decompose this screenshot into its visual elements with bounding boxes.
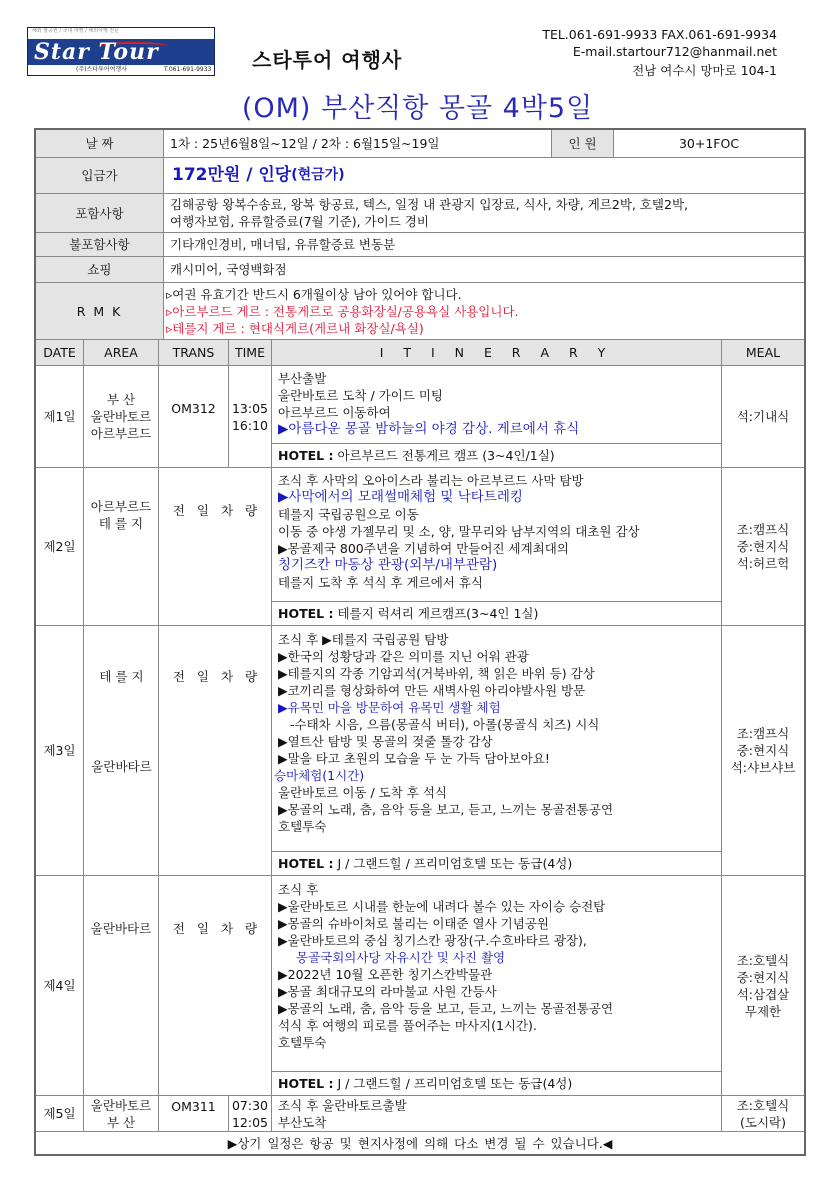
itinerary-line: ▶코끼리를 형상화하여 만든 새벽사원 아리야발사원 방문 bbox=[278, 683, 586, 698]
price-label: 입금가 bbox=[36, 158, 164, 194]
day3-hotel bbox=[272, 852, 722, 876]
itinerary-line: 조식 후 ▶테를지 국립공원 탐방 bbox=[278, 632, 449, 647]
itinerary-line: ▶몽골제국 800주년을 기념하여 만들어진 세계최대의 bbox=[278, 541, 569, 556]
itinerary-line: 조식 후 사막의 오아이스라 불리는 아르부르드 사막 탐방 bbox=[278, 473, 584, 488]
itinerary-line: 호텔투숙 bbox=[278, 1035, 327, 1050]
logo-name: Star Tour bbox=[34, 39, 159, 65]
day5-time bbox=[229, 1096, 272, 1132]
itinerary-line: 이동 중 야생 가젤무리 및 소, 양, 말무리와 남부지역의 대초원 감상 bbox=[278, 524, 640, 539]
meal-line: 조:호텔식 bbox=[736, 952, 790, 968]
hotel-label: HOTEL : bbox=[278, 856, 334, 871]
itinerary-line: 울란바토르 이동 / 도착 후 석식 bbox=[278, 785, 447, 800]
itinerary-line: ▶열트산 탐방 및 몽골의 젖줄 톨강 감상 bbox=[278, 734, 493, 749]
time-line: 16:10 bbox=[231, 418, 269, 433]
itinerary-line: ▶말을 타고 초원의 모습을 두 눈 가득 담아보아요! bbox=[278, 751, 550, 766]
itinerary-line: 호텔투숙 bbox=[278, 819, 327, 834]
area-line: 울란바타르 bbox=[90, 921, 152, 936]
itinerary-line: 석식 후 여행의 피로를 풀어주는 마사지(1시간). bbox=[278, 1018, 537, 1033]
itinerary-line: ▶유목민 마을 방문하여 유목민 생활 체험 bbox=[278, 700, 501, 715]
itinerary-line: ▶울란바토르의 중심 칭기스칸 광장(구.수흐바타르 광장), bbox=[278, 933, 587, 948]
itinerary-line: ▶몽골의 노래, 춤, 음악 등을 보고, 듣고, 느끼는 몽골전통공연 bbox=[278, 1001, 614, 1016]
page-title: (OM) 부산직항 몽골 4박5일 bbox=[241, 93, 594, 124]
day1-time bbox=[229, 366, 272, 468]
includes-label: 포함사항 bbox=[36, 194, 164, 233]
meal-line: 중:현지식 bbox=[736, 969, 790, 985]
itinerary-line: ▶몽골의 슈바이처로 불리는 이태준 열사 기념공원 bbox=[278, 916, 549, 931]
logo-footer bbox=[28, 65, 214, 75]
pax-label: 인 원 bbox=[552, 130, 614, 158]
hotel-label: HOTEL : bbox=[278, 1076, 334, 1091]
itinerary-line: ▶사막에서의 모래썰매체험 및 낙타트레킹 bbox=[278, 489, 523, 505]
remark-line: ▹테를지 게르 : 현대식게르(게르내 화장실/욕실) bbox=[166, 321, 424, 336]
includes-value bbox=[164, 194, 804, 233]
meal-line: 조:캠프식 bbox=[736, 522, 790, 537]
day1-hotel bbox=[272, 444, 722, 468]
day3-trans: 전 일 차 량 bbox=[159, 626, 272, 876]
day4-itinerary bbox=[272, 876, 722, 1072]
itinerary-line: 테를지 국립공원으로 이동 bbox=[278, 507, 419, 522]
col-trans: TRANS bbox=[159, 340, 229, 366]
hotel-name: 테를지 럭셔리 게르캠프(3~4인 1실) bbox=[337, 606, 539, 621]
day4-meal bbox=[722, 876, 804, 1096]
price-main: 172만원 / 인당 bbox=[172, 165, 292, 185]
hotel-label: HOTEL : bbox=[278, 606, 334, 621]
day5-meal bbox=[722, 1096, 804, 1132]
shopping-value: 캐시미어, 국영백화점 bbox=[164, 257, 804, 283]
remarks-label: R M K bbox=[36, 283, 164, 340]
day1-meal bbox=[722, 366, 804, 468]
day3-date: 제3일 bbox=[36, 626, 84, 876]
day2-hotel bbox=[272, 602, 722, 626]
day1-itinerary bbox=[272, 366, 722, 444]
day3-area bbox=[84, 626, 159, 876]
meal-line: 무제한 bbox=[744, 1003, 782, 1019]
contact-email: E-mail.startour712@hanmail.net bbox=[572, 44, 777, 59]
contact-address: 전남 여수시 망마로 104-1 bbox=[632, 63, 777, 78]
includes-line: 김해공항 왕복수송료, 왕복 항공료, 텍스, 일정 내 관광지 입장료, 식사, 차량, 게르2박, 호텔2박, bbox=[170, 197, 688, 212]
day1-trans: OM312 bbox=[159, 366, 229, 468]
itinerary-line: -수태차 시음, 으름(몽골식 버터), 아롤(몽골식 치즈) 시식 bbox=[290, 717, 600, 732]
col-area: AREA bbox=[84, 340, 159, 366]
day4-hotel bbox=[272, 1072, 722, 1096]
day2-meal bbox=[722, 468, 804, 626]
time-line: 12:05 bbox=[231, 1114, 269, 1130]
excludes-label: 불포함사항 bbox=[36, 233, 164, 257]
company-logo bbox=[27, 27, 215, 76]
area-line: 울란바토르 bbox=[90, 1097, 152, 1113]
includes-line: 여행자보험, 유류할증료(7월 기준), 가이드 경비 bbox=[170, 214, 429, 229]
day5-itinerary bbox=[272, 1096, 722, 1132]
remark-line: ▹아르부르드 게르 : 전통게르로 공용화장실/공용욕실 사용입니다. bbox=[166, 304, 519, 319]
day2-trans: 전 일 차 량 bbox=[159, 468, 272, 626]
itinerary-line: 테를지 도착 후 석식 후 게르에서 휴식 bbox=[278, 575, 483, 590]
day4-trans: 전 일 차 량 bbox=[159, 876, 272, 1096]
footer-notice: ▶상기 일정은 항공 및 현지사정에 의해 다소 변경 될 수 있습니다.◀ bbox=[227, 1135, 613, 1151]
day5-area bbox=[84, 1096, 159, 1132]
company-name: 스타투어 여행사 bbox=[252, 48, 403, 72]
date-value: 1차 : 25년6월8일~12일 / 2차 : 6월15일~19일 bbox=[164, 130, 552, 158]
day2-date: 제2일 bbox=[36, 468, 84, 626]
area-line: 아르부르드 bbox=[90, 499, 152, 514]
time-line: 13:05 bbox=[231, 401, 269, 416]
pax-value: 30+1FOC bbox=[614, 130, 804, 158]
day3-meal bbox=[722, 626, 804, 876]
hotel-name: J / 그랜드힐 / 프리미엄호텔 또는 동급(4성) bbox=[337, 1076, 573, 1091]
area-line: 울란바토르 bbox=[90, 409, 152, 424]
itinerary-line: 조식 후 bbox=[278, 882, 319, 897]
area-line: 부 산 bbox=[106, 392, 136, 407]
hotel-label: HOTEL : bbox=[278, 448, 334, 463]
itinerary-line: ▶2022년 10월 오픈한 칭기스칸박물관 bbox=[278, 967, 493, 982]
time-line: 07:30 bbox=[231, 1097, 269, 1113]
area-line: 울란바타르 bbox=[91, 759, 152, 774]
remark-line: ▹여권 유효기간 반드시 6개월이상 남아 있어야 합니다. bbox=[166, 287, 462, 302]
itinerary-line: 승마체험(1시간) bbox=[274, 768, 365, 783]
itinerary-line: 칭기즈칸 마동상 관광(외부/내부관람) bbox=[278, 557, 498, 573]
area-line: 테 를 지 bbox=[98, 516, 144, 531]
col-itinerary: I T I N E R A R Y bbox=[272, 340, 722, 366]
itinerary-line: ▶아름다운 몽골 밤하늘의 야경 감상. 게르에서 휴식 bbox=[278, 421, 580, 437]
itinerary-line: ▶몽골의 노래, 춤, 음악 등을 보고, 듣고, 느끼는 몽골전통공연 bbox=[278, 802, 614, 817]
itinerary-line: ▶몽골 최대규모의 라마불교 사원 간등사 bbox=[278, 984, 497, 999]
col-meal: MEAL bbox=[722, 340, 804, 366]
day3-itinerary bbox=[272, 626, 722, 852]
logo-company: (주)스타투어여행사 bbox=[76, 66, 128, 73]
meal-line: 석:삼겹살 bbox=[736, 986, 790, 1002]
day5-trans: OM311 bbox=[159, 1096, 229, 1132]
itinerary-line: 몽골국회의사당 자유시간 및 사진 촬영 bbox=[296, 950, 506, 965]
meal-line: 중:현지식 bbox=[736, 743, 790, 758]
area-line: 아르부르드 bbox=[90, 426, 152, 441]
area-line: 부 산 bbox=[106, 1114, 136, 1130]
price-value bbox=[164, 158, 804, 194]
day1-date: 제1일 bbox=[36, 366, 84, 468]
remarks-value bbox=[164, 283, 804, 340]
meal-line: 중:현지식 bbox=[736, 539, 790, 554]
logo-tagline: 해외 항공권 / 국내 여행 / 해외여행 전문 bbox=[28, 28, 214, 39]
itinerary-line: 조식 후 울란바토르출발 bbox=[278, 1098, 407, 1113]
hotel-name: J / 그랜드힐 / 프리미엄호텔 또는 동급(4성) bbox=[337, 856, 573, 871]
meal-line: 석:샤브샤브 bbox=[730, 760, 796, 775]
day4-area bbox=[84, 876, 159, 1096]
itinerary-line: ▶테를지의 각종 기암괴석(거북바위, 책 읽은 바위 등) 감상 bbox=[278, 666, 595, 681]
meal-line: 조:호텔식 bbox=[736, 1097, 790, 1113]
meal-line: 석:허르헉 bbox=[736, 556, 790, 571]
day1-area bbox=[84, 366, 159, 468]
itinerary-line: 부산출발 bbox=[278, 371, 327, 386]
date-label: 날 짜 bbox=[36, 130, 164, 158]
excludes-value: 기타개인경비, 매너팁, 유류할증료 변동분 bbox=[164, 233, 804, 257]
col-time: TIME bbox=[229, 340, 272, 366]
itinerary-line: ▶한국의 성황당과 같은 의미를 지닌 어워 관광 bbox=[278, 649, 529, 664]
itinerary-line: 아르부르드 이동하여 bbox=[278, 405, 391, 420]
day2-area bbox=[84, 468, 159, 626]
day4-date: 제4일 bbox=[36, 876, 84, 1096]
meal-line: (도시락) bbox=[740, 1114, 786, 1130]
itinerary-line: 부산도착 bbox=[278, 1115, 327, 1130]
itinerary-line: ▶울란바토르 시내를 한눈에 내려다 볼수 있는 자이승 승전탑 bbox=[278, 899, 606, 914]
shopping-label: 쇼핑 bbox=[36, 257, 164, 283]
itinerary-table bbox=[34, 128, 806, 1156]
logo-phone: T.061-691-9933 bbox=[164, 66, 212, 73]
contact-tel: TEL.061-691-9933 FAX.061-691-9934 bbox=[542, 27, 777, 42]
meal-line: 조:캠프식 bbox=[736, 726, 790, 741]
day2-itinerary bbox=[272, 468, 722, 602]
hotel-name: 아르부르드 전통게르 캠프 (3~4인/1실) bbox=[337, 448, 555, 463]
area-line: 테 를 지 bbox=[99, 669, 144, 684]
itinerary-line: 울란바토르 도착 / 가이드 미팅 bbox=[278, 388, 444, 403]
day5-date: 제5일 bbox=[36, 1096, 84, 1132]
price-note: (현금가) bbox=[291, 167, 345, 183]
meal-line: 석:기내식 bbox=[736, 409, 790, 424]
col-date: DATE bbox=[36, 340, 84, 366]
